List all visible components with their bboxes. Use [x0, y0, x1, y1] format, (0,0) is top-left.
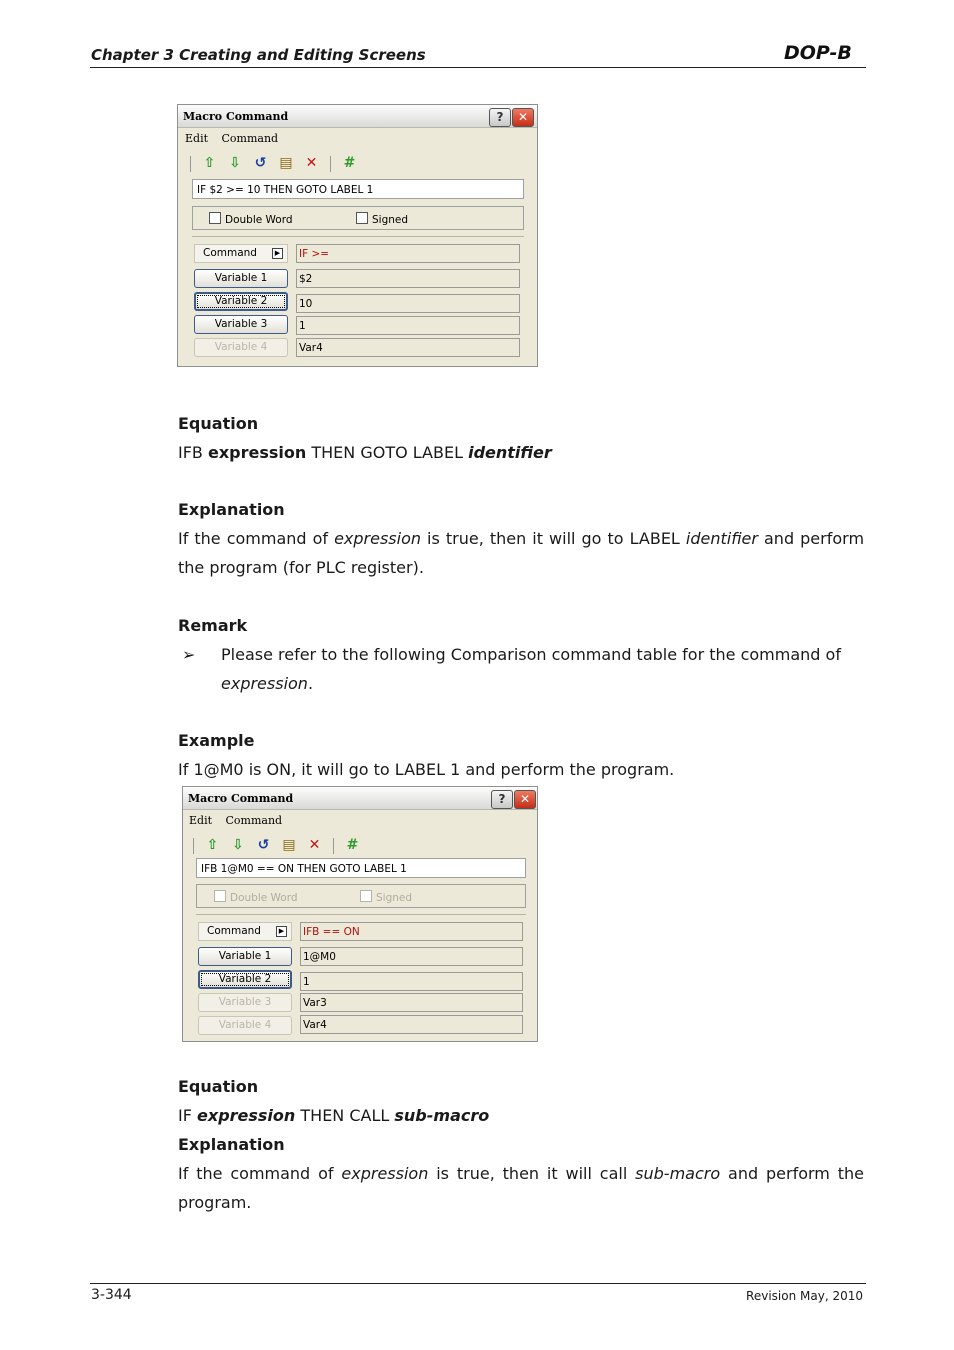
command-dropdown-button[interactable] [194, 244, 288, 263]
menu-command[interactable]: Command [221, 132, 279, 145]
double-word-checkbox[interactable] [214, 890, 298, 904]
help-button[interactable]: ? [489, 108, 511, 127]
divider [192, 236, 524, 237]
save-icon[interactable]: ▤ [282, 837, 296, 853]
checkbox-box [214, 890, 226, 902]
double-word-label: Double Word [230, 892, 298, 904]
signed-checkbox[interactable] [360, 890, 412, 904]
dop-b-logo: DOP-B [784, 42, 852, 64]
toolbar-separator [333, 838, 334, 854]
toolbar-separator [193, 838, 194, 854]
explanation-part: is true, then it will call [428, 1164, 636, 1183]
command-label: Command [203, 247, 257, 259]
variable-3-button[interactable]: Variable 3 [198, 993, 292, 1012]
variable-3-field[interactable]: Var3 [300, 993, 523, 1012]
hash-icon[interactable]: # [343, 155, 356, 171]
dialog-titlebar [178, 105, 537, 128]
menu-bar [189, 814, 292, 827]
equation-middle: THEN GOTO LABEL [306, 443, 469, 462]
chapter-title: Chapter 3 Creating and Editing Screens [91, 46, 426, 64]
variable-2-field[interactable]: 10 [296, 294, 520, 313]
menu-command[interactable]: Command [225, 814, 283, 827]
variable-1-field[interactable]: $2 [296, 269, 520, 288]
equation-text [178, 438, 552, 467]
variable-4-field[interactable]: Var4 [300, 1015, 523, 1034]
move-up-icon[interactable]: ⇧ [203, 155, 216, 171]
help-button[interactable]: ? [491, 790, 513, 809]
close-button[interactable]: ✕ [512, 108, 534, 127]
example-text: If 1@M0 is ON, it will go to LABEL 1 and perform the program. [178, 760, 675, 779]
command-value-field: IF >= [296, 244, 520, 263]
explanation-expression: expression [341, 1164, 429, 1183]
example-heading: Example [178, 731, 255, 750]
equation-expression: expression [197, 1106, 296, 1125]
command-line-field[interactable]: IFB 1@M0 == ON THEN GOTO LABEL 1 [196, 858, 526, 878]
hash-icon[interactable]: # [346, 837, 359, 853]
menu-edit[interactable]: Edit [185, 132, 209, 145]
move-up-icon[interactable]: ⇧ [206, 837, 219, 853]
equation-sub-macro: sub-macro [394, 1106, 490, 1125]
undo-icon[interactable]: ↺ [254, 155, 267, 171]
explanation-heading: Explanation [178, 500, 285, 519]
explanation-identifier: identifier [685, 529, 758, 548]
macro-command-dialog-2 [182, 786, 538, 1042]
variable-1-button[interactable]: Variable 1 [194, 269, 288, 288]
command-value-field: IFB == ON [300, 922, 523, 941]
macro-command-dialog-1 [177, 104, 538, 367]
variable-4-field[interactable]: Var4 [296, 338, 520, 357]
delete-icon[interactable]: ✕ [305, 155, 318, 171]
variable-2-button[interactable]: Variable 2 [194, 292, 288, 311]
explanation-heading: Explanation [178, 1135, 285, 1154]
footer-rule [90, 1283, 866, 1284]
explanation-sub-macro: sub-macro [635, 1164, 721, 1183]
signed-label: Signed [376, 892, 413, 904]
delete-icon[interactable]: ✕ [308, 837, 321, 853]
dialog-title: Macro Command [183, 110, 289, 123]
remark-bullet-icon: ➢ [182, 645, 196, 664]
dialog-titlebar [183, 787, 537, 810]
explanation-expression: expression [334, 529, 422, 548]
explanation-part: is true, then it will go to LABEL [421, 529, 686, 548]
equation-heading: Equation [178, 414, 259, 433]
equation-keyword: IFB [178, 443, 208, 462]
revision-date: Revision May, 2010 [746, 1289, 863, 1303]
equation-keyword: IF [178, 1106, 198, 1125]
dropdown-arrow-icon: ▶ [276, 926, 287, 937]
header-rule [90, 67, 866, 68]
explanation-part: If the command of [178, 529, 335, 548]
explanation-part: If the command of [178, 1164, 342, 1183]
variable-4-button[interactable]: Variable 4 [198, 1016, 292, 1035]
toolbar [186, 153, 361, 173]
checkbox-box [360, 890, 372, 902]
variable-2-button[interactable]: Variable 2 [198, 970, 292, 989]
remark-part: Please refer to the following Comparison command table for the command of [221, 645, 841, 664]
checkbox-box [356, 212, 368, 224]
equation-expression: expression [207, 443, 307, 462]
variable-3-button[interactable]: Variable 3 [194, 315, 288, 334]
explanation-part: and perform the program. [178, 1164, 865, 1212]
signed-checkbox[interactable] [356, 212, 408, 226]
save-icon[interactable]: ▤ [279, 155, 293, 171]
divider [196, 914, 526, 915]
menu-bar [185, 132, 288, 145]
move-down-icon[interactable]: ⇩ [229, 155, 241, 171]
remark-heading: Remark [178, 616, 248, 635]
move-down-icon[interactable]: ⇩ [232, 837, 244, 853]
explanation-part: and perform the program (for PLC register). [178, 529, 865, 577]
variable-3-field[interactable]: 1 [296, 316, 520, 335]
command-line-field[interactable]: IF $2 >= 10 THEN GOTO LABEL 1 [192, 179, 524, 199]
equation-text [178, 1101, 489, 1130]
double-word-checkbox[interactable] [209, 212, 293, 226]
toolbar [189, 835, 364, 855]
variable-1-button[interactable]: Variable 1 [198, 947, 292, 966]
explanation-text [178, 1159, 864, 1217]
toolbar-separator [190, 156, 191, 172]
equation-identifier: identifier [468, 443, 552, 462]
signed-label: Signed [372, 214, 409, 226]
double-word-label: Double Word [225, 214, 293, 226]
options-group [196, 884, 526, 908]
dropdown-arrow-icon: ▶ [272, 248, 283, 259]
explanation-text [178, 524, 864, 582]
equation-middle: THEN CALL [295, 1106, 395, 1125]
variable-2-field[interactable]: 1 [300, 972, 523, 991]
remark-expression: expression [221, 674, 308, 693]
toolbar-separator [330, 156, 331, 172]
checkbox-box [209, 212, 221, 224]
command-label: Command [207, 925, 261, 937]
page-number: 3-344 [91, 1287, 132, 1303]
dialog-title: Macro Command [188, 792, 294, 805]
menu-edit[interactable]: Edit [189, 814, 213, 827]
variable-1-field[interactable]: 1@M0 [300, 947, 523, 966]
undo-icon[interactable]: ↺ [257, 837, 270, 853]
remark-text [221, 640, 861, 698]
command-dropdown-button[interactable] [198, 922, 292, 941]
variable-4-button[interactable]: Variable 4 [194, 338, 288, 357]
remark-part: . [307, 674, 314, 693]
options-group [192, 206, 524, 230]
equation-heading: Equation [178, 1077, 259, 1096]
close-button[interactable]: ✕ [514, 790, 536, 809]
